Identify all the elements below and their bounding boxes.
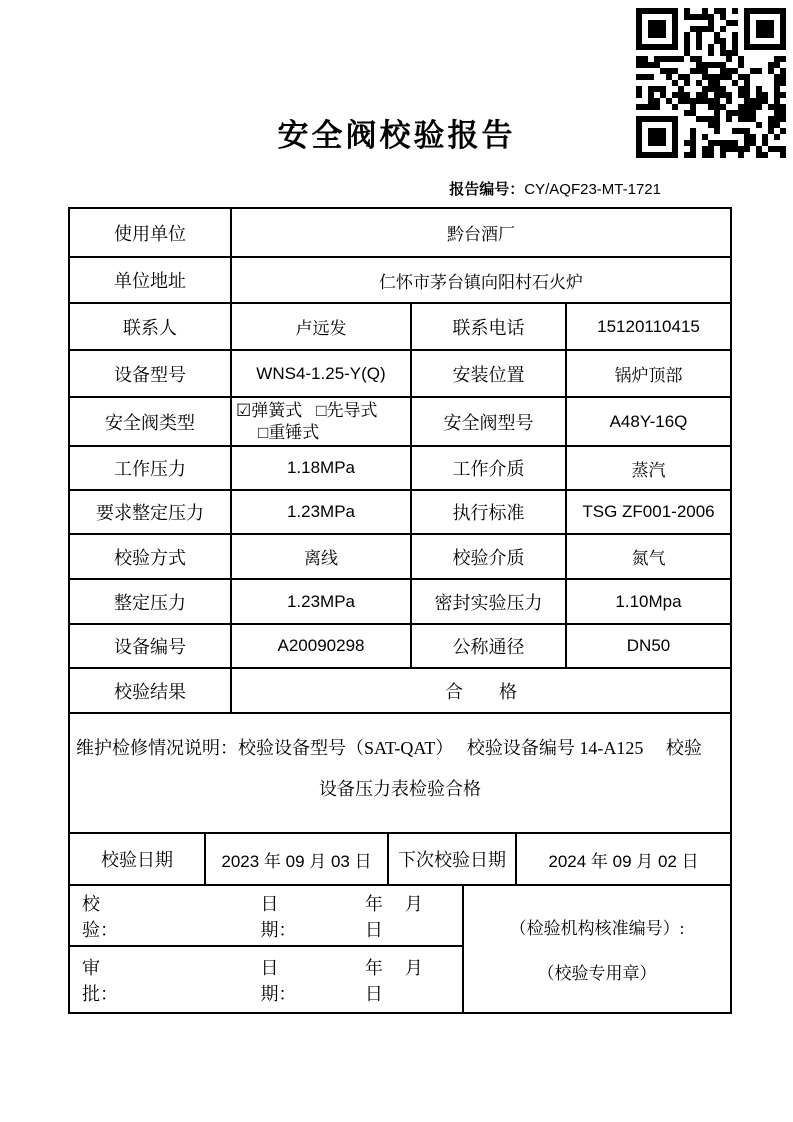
verify-signature-row xyxy=(70,886,462,947)
valve-model-value: A48Y-16Q xyxy=(565,398,730,445)
equipment-no-value: A20090298 xyxy=(230,625,410,667)
install-location-label: 安装位置 xyxy=(410,351,565,396)
equipment-model-value: WNS4-1.25-Y(Q) xyxy=(230,351,410,396)
calibration-medium-value: 氮气 xyxy=(565,535,730,578)
working-medium-label: 工作介质 xyxy=(410,447,565,489)
contact-phone-value: 15120110415 xyxy=(565,304,730,349)
approve-label: 审批： xyxy=(82,957,118,1004)
report-table xyxy=(68,207,732,1014)
row-use-unit xyxy=(70,209,730,256)
calibration-date-label: 校验日期 xyxy=(101,850,173,870)
working-medium-value: 蒸汽 xyxy=(565,447,730,489)
nominal-diameter-value: DN50 xyxy=(565,625,730,667)
set-pressure-label: 整定压力 xyxy=(114,592,186,613)
verify-label: 校验： xyxy=(82,893,118,940)
row-contact xyxy=(70,302,730,349)
verify-ymd: 年 月 日 xyxy=(364,893,445,940)
row-result xyxy=(70,667,730,712)
row-dates xyxy=(70,832,730,884)
contact-phone-label: 联系电话 xyxy=(410,304,565,349)
seal-test-pressure-label: 密封实验压力 xyxy=(410,580,565,623)
approve-signature-row xyxy=(70,947,462,1012)
maintenance-note-line2: 设备压力表检验合格 xyxy=(319,779,481,799)
set-pressure-value: 1.23MPa xyxy=(230,580,410,623)
stamp-note: （校验专用章） xyxy=(537,964,657,983)
required-set-pressure-label: 要求整定压力 xyxy=(96,503,204,523)
verify-date-label: 日期： xyxy=(260,893,297,940)
maintenance-note xyxy=(70,714,730,832)
next-calibration-date-label: 下次校验日期 xyxy=(387,834,515,884)
report-number-label: 报告编号： xyxy=(449,182,525,198)
result-label: 校验结果 xyxy=(114,681,186,702)
valve-model-label: 安全阀型号 xyxy=(410,398,565,445)
standard-label: 执行标准 xyxy=(410,491,565,533)
row-signatures xyxy=(70,884,730,1012)
row-maintenance xyxy=(70,712,730,832)
checkbox-spring-checked: ☑弹簧式 xyxy=(236,400,303,420)
valve-type-label: 安全阀类型 xyxy=(105,412,195,433)
org-code-note: （检验机构核准编号）: xyxy=(509,919,685,938)
row-unit-address xyxy=(70,256,730,302)
calibration-date-value: 2023 年 09 月 03 日 xyxy=(204,834,387,884)
page-title: 安全阀校验报告 xyxy=(277,118,516,153)
checkbox-weight-unchecked: □重锤式 xyxy=(258,422,320,442)
next-calibration-date-value: 2024 年 09 月 02 日 xyxy=(515,834,730,884)
required-set-pressure-value: 1.23MPa xyxy=(230,491,410,533)
unit-address-value: 仁怀市茅台镇向阳村石火炉 xyxy=(230,258,730,302)
row-equipment-model xyxy=(70,349,730,396)
row-calibration-method xyxy=(70,533,730,578)
stamp-area xyxy=(462,886,730,1012)
row-equipment-no xyxy=(70,623,730,667)
install-location-value: 锅炉顶部 xyxy=(565,351,730,396)
result-value: 合 格 xyxy=(230,669,730,712)
contact-person-value: 卢远发 xyxy=(230,304,410,349)
working-pressure-value: 1.18MPa xyxy=(230,447,410,489)
row-required-set-pressure xyxy=(70,489,730,533)
use-unit-label: 使用单位 xyxy=(114,223,186,244)
nominal-diameter-label: 公称通径 xyxy=(410,625,565,667)
unit-address-label: 单位地址 xyxy=(114,271,186,291)
row-set-pressure xyxy=(70,578,730,623)
equipment-no-label: 设备编号 xyxy=(114,637,186,657)
valve-type-options xyxy=(230,398,410,445)
maintenance-note-line1: 维护检修情况说明：校验设备型号（SAT-QAT） 校验设备编号 14-A125 校验 xyxy=(76,738,702,758)
standard-value: TSG ZF001-2006 xyxy=(565,491,730,533)
calibration-medium-label: 校验介质 xyxy=(410,535,565,578)
equipment-model-label: 设备型号 xyxy=(114,364,186,385)
working-pressure-label: 工作压力 xyxy=(114,459,186,479)
report-number xyxy=(0,178,661,199)
approve-ymd: 年 月 日 xyxy=(364,957,445,1004)
checkbox-pilot-unchecked: □先导式 xyxy=(316,400,378,420)
report-number-value: CY/AQF23-MT-1721 xyxy=(524,181,661,198)
approve-date-label: 日期： xyxy=(260,957,297,1004)
calibration-method-value: 离线 xyxy=(230,535,410,578)
seal-test-pressure-value: 1.10Mpa xyxy=(565,580,730,623)
row-working-pressure xyxy=(70,445,730,489)
contact-person-label: 联系人 xyxy=(123,317,177,338)
calibration-method-label: 校验方式 xyxy=(114,547,186,568)
use-unit-value: 黔台酒厂 xyxy=(230,209,730,256)
row-valve-type xyxy=(70,396,730,445)
